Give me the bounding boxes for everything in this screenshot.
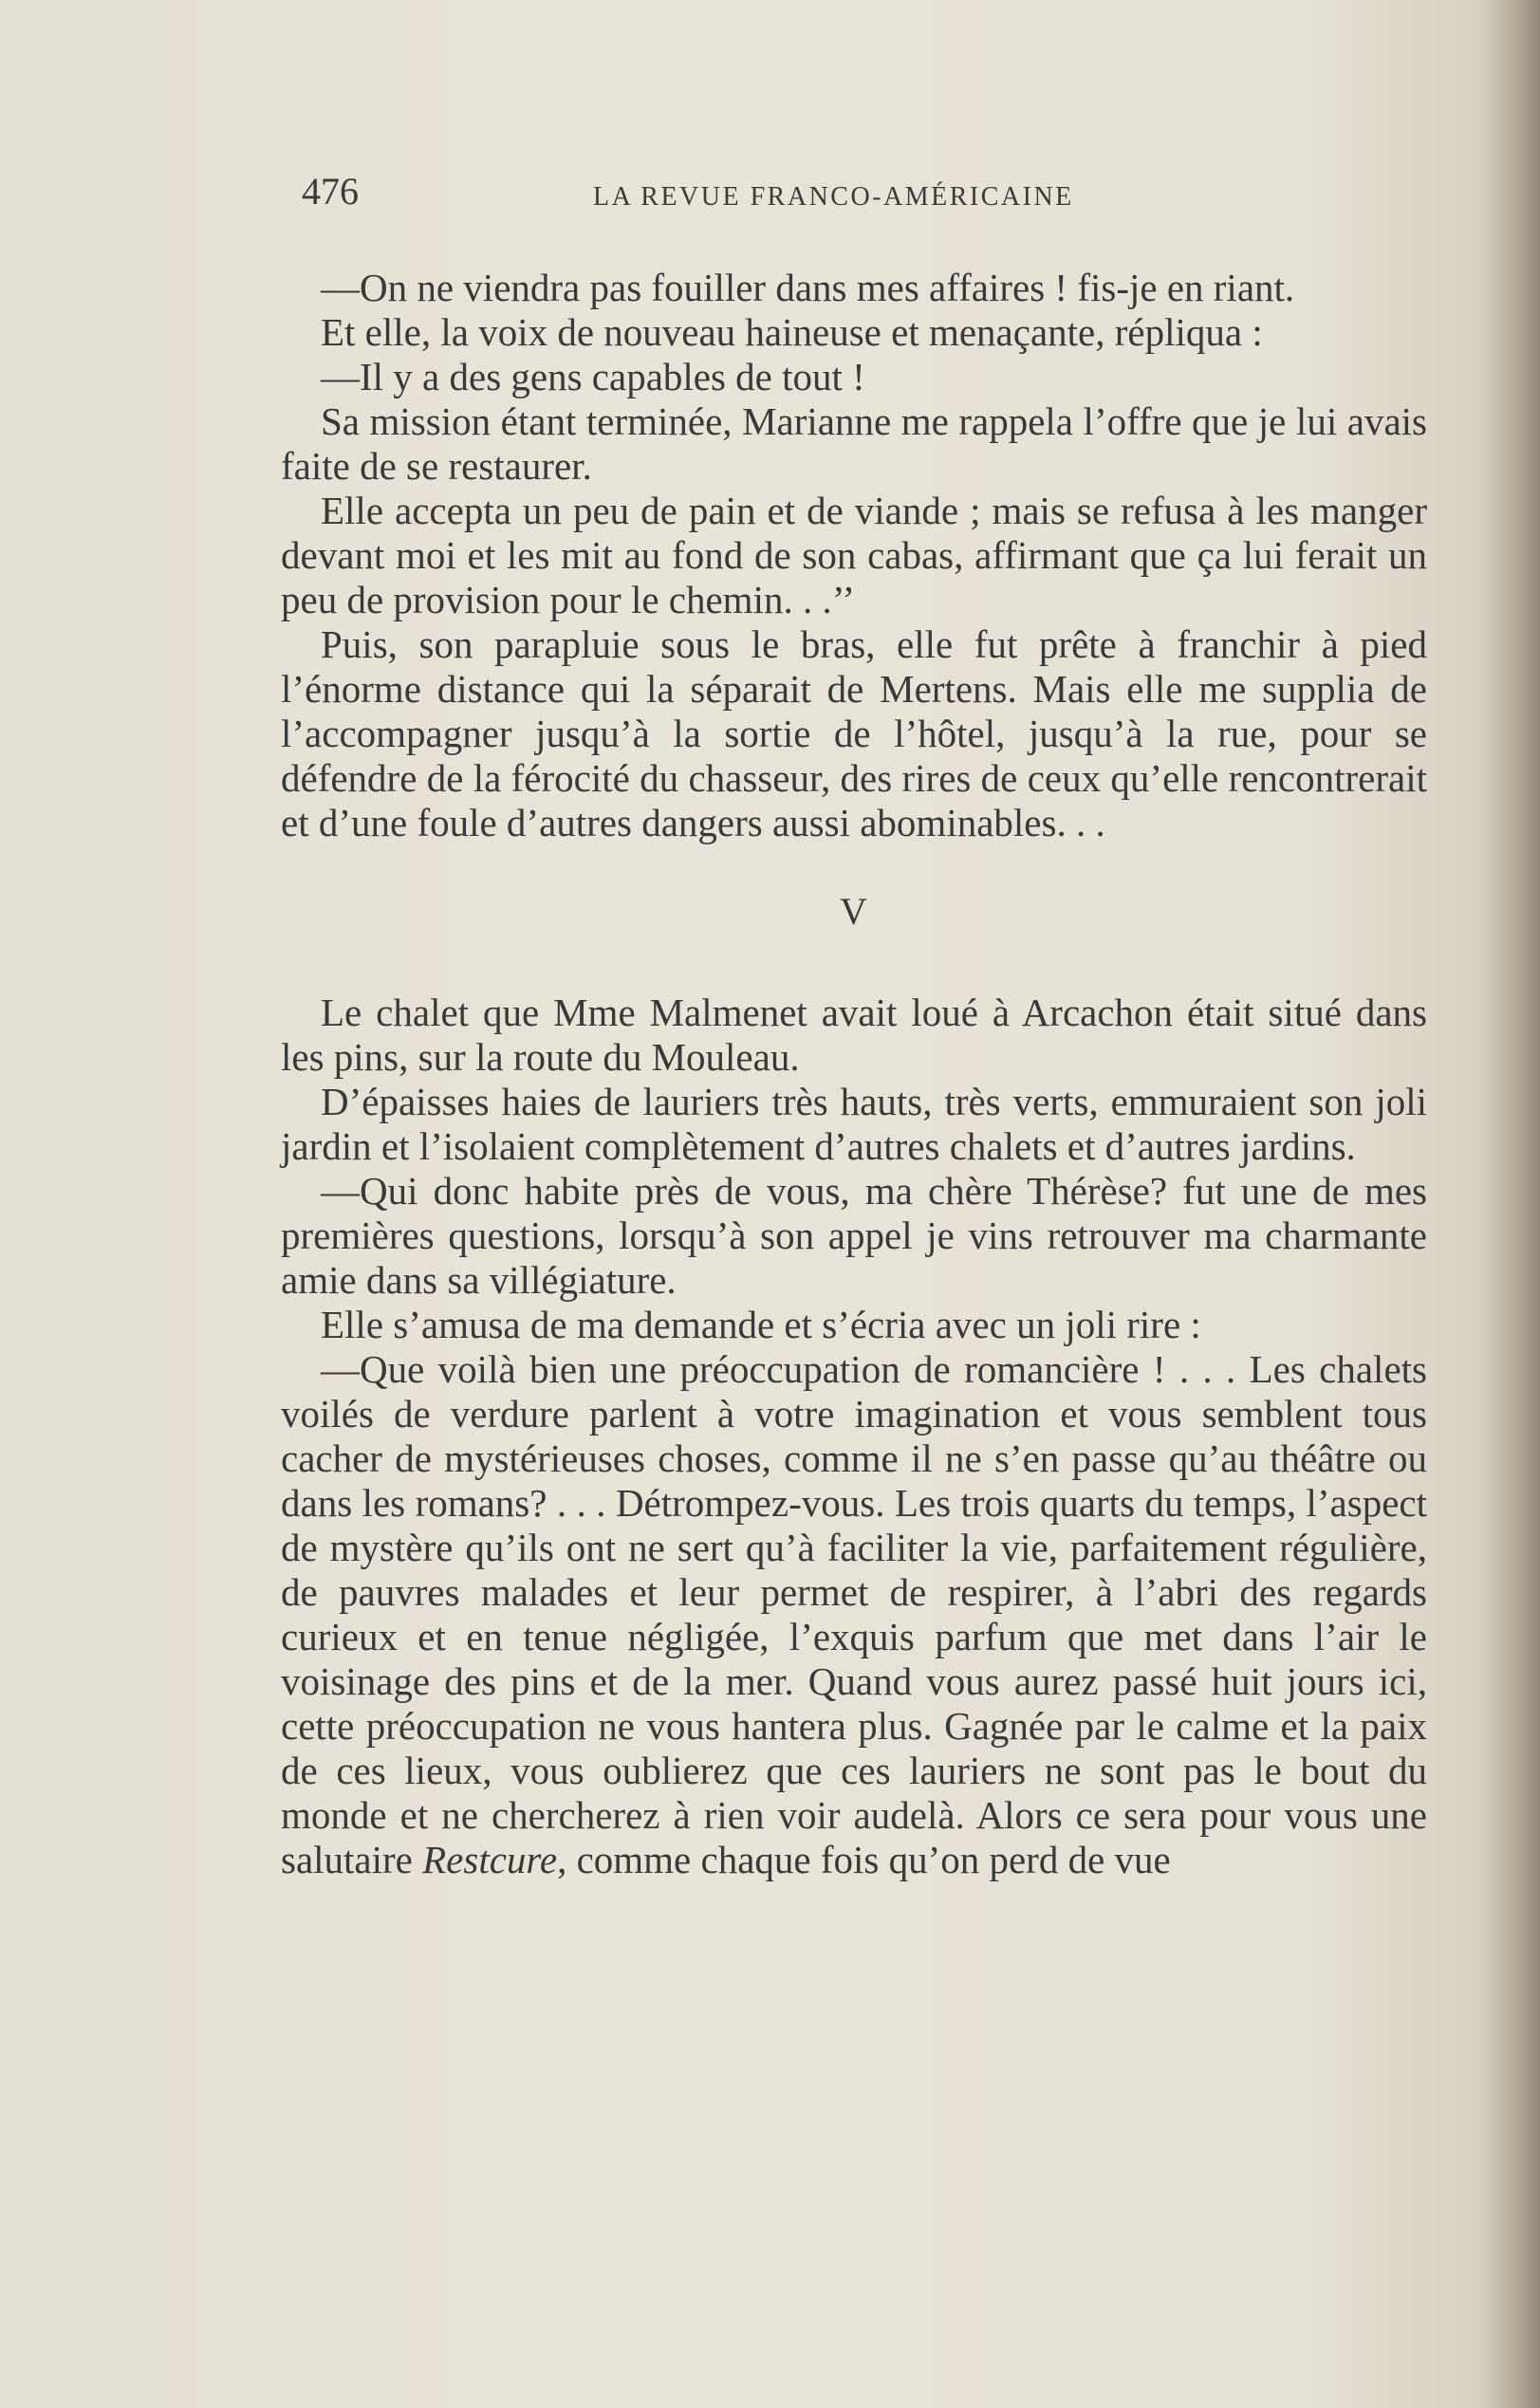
running-title: LA REVUE FRANCO-AMÉRICAINE bbox=[593, 182, 1074, 212]
paragraph: Et elle, la voix de nouveau haineuse et menaçante, répliqua : bbox=[321, 310, 1263, 354]
paragraph-text: —Que voilà bien une préoccupation de romancière ! . . . Les chalets voilés de verdure parlent à votre imagination et vous semblent tous cacher de mystérieuses choses, comme il ne s’en passe qu’au théâtre ou dans les romans? . . . Détrompez-vous. Les trois quarts du temps, l’aspect de mystère qu’ils ont ne sert qu’à faciliter la vie, parfaitement régulière, de pauvres malades et leur permet de respirer, à l’abri des regards curieux et en tenue négligée, l’exquis parfum que met dans l’air le voisinage des pins et de la mer. Quand vous aurez passé huit jours ici, cette préoccupation ne vous hantera plus. Gagnée par le calme et la paix de ces lieux, vous oublierez que ces lauriers ne sont pas le bout du monde et ne chercherez à rien voir audelà. Alors ce sera pour vous une salutaire bbox=[281, 1347, 1427, 1881]
page-number: 476 bbox=[302, 170, 359, 213]
page-gutter-shadow bbox=[1483, 0, 1540, 2408]
section-1 bbox=[281, 266, 1427, 845]
paragraph: Sa mission étant terminée, Marianne me rappela l’offre que je lui avais faite de se restaurer. bbox=[281, 399, 1427, 488]
paragraph: Le chalet que Mme Malmenet avait loué à Arcachon était situé dans les pins, sur la route du Mouleau. bbox=[281, 991, 1427, 1079]
page-header bbox=[294, 169, 1433, 226]
paragraph: D’épaisses haies de lauriers très hauts, très verts, emmuraient son joli jardin et l’isolaient complètement d’autres chalets et d’autres jardins. bbox=[281, 1080, 1427, 1168]
section-heading: V bbox=[840, 890, 868, 933]
paragraph: —Qui donc habite près de vous, ma chère Thérèse? fut une de mes premières questions, lorsqu’à son appel je vins retrouver ma charmante amie dans sa villégiature. bbox=[281, 1169, 1427, 1302]
italic-term: Restcure bbox=[422, 1838, 558, 1881]
paragraph: Elle accepta un peu de pain et de viande ; mais se refusa à les manger devant moi et les mit au fond de son cabas, affirmant que ça lui ferait un peu de provision pour le chemin. . .’’ bbox=[281, 489, 1427, 621]
paragraph-text: , comme chaque fois qu’on perd de vue bbox=[557, 1838, 1171, 1881]
paragraph-last bbox=[281, 1347, 1427, 1882]
paragraph: —On ne viendra pas fouiller dans mes affaires ! fis-je en riant. bbox=[321, 266, 1295, 309]
section-2 bbox=[281, 991, 1427, 1882]
body-text bbox=[281, 266, 1427, 1882]
paragraph: —Il y a des gens capables de tout ! bbox=[321, 355, 865, 398]
paragraph: Puis, son parapluie sous le bras, elle fut prête à franchir à pied l’énorme distance qui la séparait de Mertens. Mais elle me supplia de l’accompagner jusqu’à la sortie de l’hôtel, jusqu’à la rue, pour se défendre de la férocité du chasseur, des rires de ceux qu’elle rencontrerait et d’une foule d’autres dangers aussi abominables. . . bbox=[281, 622, 1427, 844]
paragraph: Elle s’amusa de ma demande et s’écria avec un joli rire : bbox=[321, 1303, 1201, 1346]
